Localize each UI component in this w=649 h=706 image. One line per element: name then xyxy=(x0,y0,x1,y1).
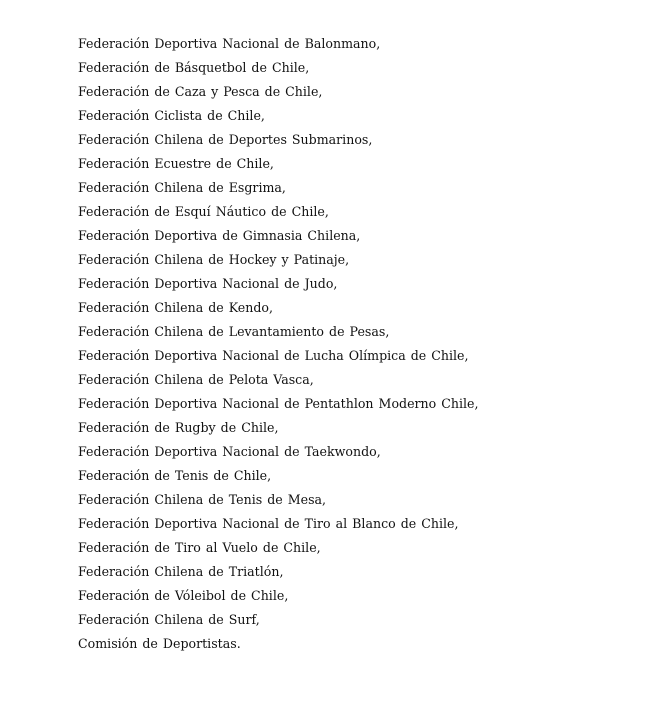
list-item: Federación Ecuestre de Chile, xyxy=(78,156,274,171)
list-item: Federación Deportiva Nacional de Tiro al Blanco de Chile, xyxy=(78,516,459,531)
list-item: Federación de Caza y Pesca de Chile, xyxy=(78,84,323,99)
list-item: Federación Deportiva Nacional de Taekwondo, xyxy=(78,444,381,459)
list-item: Federación Chilena de Esgrima, xyxy=(78,180,286,195)
list-item-closing: Comisión de Deportistas. xyxy=(78,636,241,651)
list-item: Federación Chilena de Triatlón, xyxy=(78,564,284,579)
federation-list xyxy=(78,34,479,658)
list-item: Federación Deportiva de Gimnasia Chilena, xyxy=(78,228,361,243)
list-item: Federación de Vóleibol de Chile, xyxy=(78,588,289,603)
list-item: Federación de Tiro al Vuelo de Chile, xyxy=(78,540,321,555)
list-item: Federación Chilena de Hockey y Patinaje, xyxy=(78,252,350,267)
list-item: Federación Deportiva Nacional de Pentathlon Moderno Chile, xyxy=(78,396,479,411)
list-item: Federación de Básquetbol de Chile, xyxy=(78,60,310,75)
list-item: Federación Ciclista de Chile, xyxy=(78,108,265,123)
list-item: Federación Chilena de Kendo, xyxy=(78,300,273,315)
list-item: Federación Chilena de Pelota Vasca, xyxy=(78,372,314,387)
list-item: Federación Chilena de Levantamiento de Pesas, xyxy=(78,324,390,339)
list-item: Federación Chilena de Tenis de Mesa, xyxy=(78,492,327,507)
list-item: Federación de Esquí Náutico de Chile, xyxy=(78,204,329,219)
list-item: Federación Deportiva Nacional de Judo, xyxy=(78,276,338,291)
list-item: Federación de Rugby de Chile, xyxy=(78,420,279,435)
list-item: Federación Deportiva Nacional de Lucha Olímpica de Chile, xyxy=(78,348,469,363)
list-item: Federación Chilena de Deportes Submarinos, xyxy=(78,132,373,147)
list-item: Federación de Tenis de Chile, xyxy=(78,468,272,483)
list-item: Federación Chilena de Surf, xyxy=(78,612,260,627)
list-item: Federación Deportiva Nacional de Balonmano, xyxy=(78,36,381,51)
